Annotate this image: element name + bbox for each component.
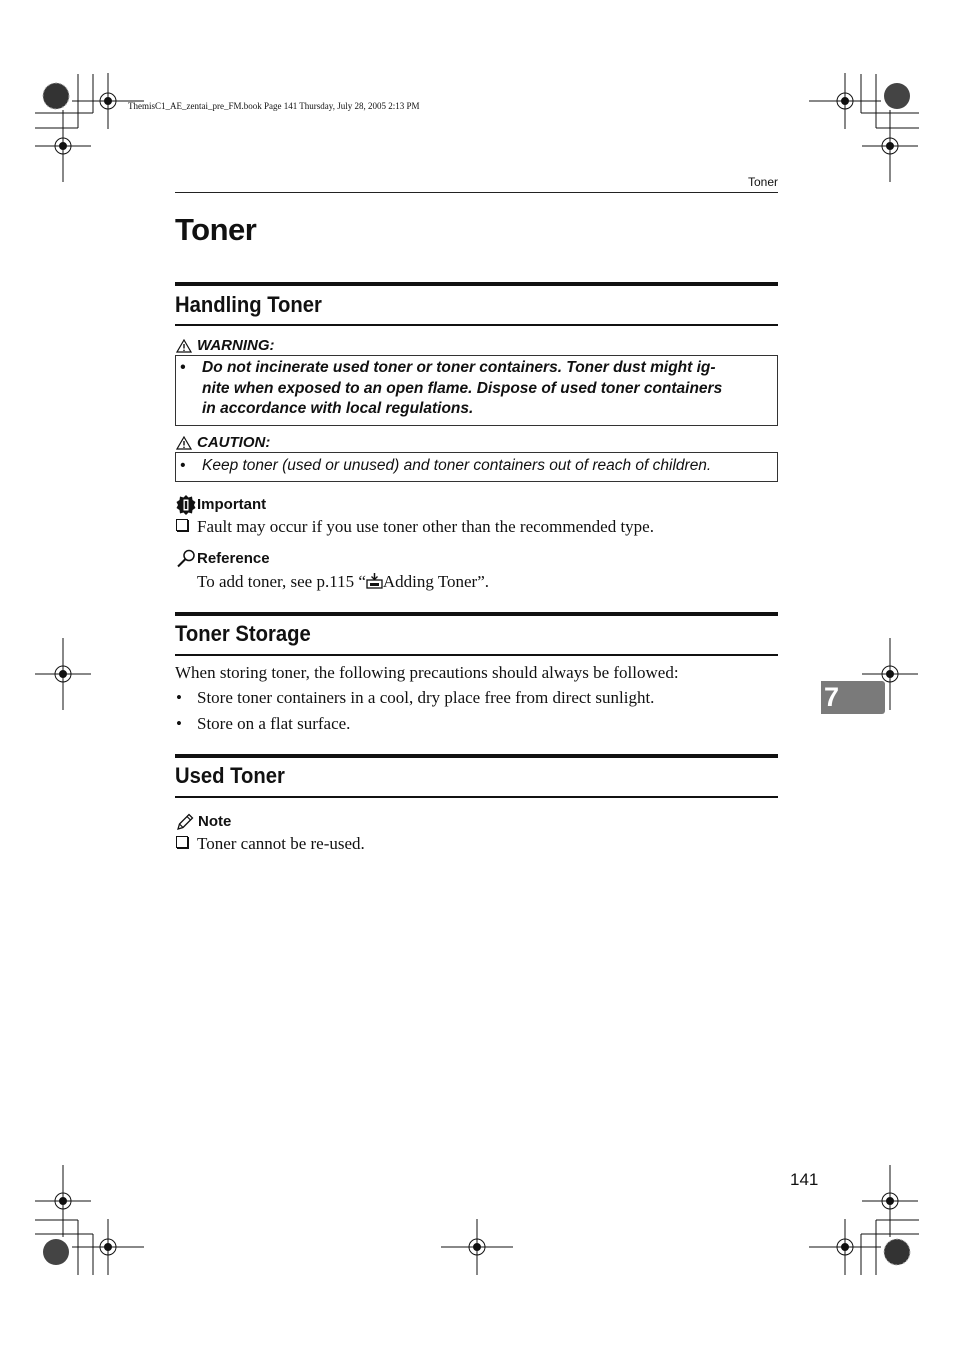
note-label: Note (198, 813, 232, 830)
section-title-handling: Handling Toner (175, 292, 322, 317)
list-item (176, 713, 350, 735)
warning-line: nite when exposed to an open flame. Dispose of used toner containers (202, 379, 723, 397)
warning-box (175, 355, 778, 426)
page-number: 141 (790, 1170, 819, 1189)
reference-heading (176, 549, 270, 569)
important-label: Important (197, 496, 267, 513)
bullet: • (176, 688, 182, 707)
warning-label (176, 337, 275, 355)
warning-line: in accordance with local regulations. (202, 400, 474, 417)
pencil-icon (176, 813, 194, 831)
section-title-used: Used Toner (175, 763, 285, 788)
caution-label-text: CAUTION: (197, 434, 271, 451)
adding-toner-link[interactable]: Adding Toner (382, 572, 478, 591)
warning-item (176, 356, 777, 420)
caution-item (176, 453, 777, 477)
note-text: Toner cannot be re-used. (197, 834, 365, 853)
list-item-text: Store toner containers in a cool, dry place free from direct sunlight. (197, 688, 655, 707)
chapter-number: 7 (824, 682, 840, 712)
warning-label-text: WARNING: (197, 337, 275, 354)
warning-line: Do not incinerate used toner or toner containers. Toner dust might ig- (202, 359, 716, 376)
caution-label (176, 434, 270, 452)
important-item (176, 516, 654, 538)
print-file-info: ThemisC1_AE_zentai_pre_FM.book Page 141 Thursday, July 28, 2005 2:13 PM (128, 101, 420, 111)
warning-triangle-icon (176, 436, 192, 450)
running-header: Toner (747, 175, 778, 189)
section-title-storage: Toner Storage (175, 621, 311, 646)
bullet: • (180, 457, 186, 474)
page-title: Toner (175, 212, 257, 247)
important-heading (176, 495, 266, 515)
warning-triangle-icon (176, 339, 192, 353)
section-rule-bottom (175, 324, 778, 326)
reference-label: Reference (197, 550, 270, 567)
bullet: • (180, 359, 186, 376)
note-heading (176, 812, 231, 832)
chapter-tab (821, 681, 885, 714)
section-rule-bottom (175, 654, 778, 656)
checkbox-bullet-icon (176, 519, 188, 531)
header-rule (175, 192, 778, 193)
list-item-text: Store on a flat surface. (197, 714, 351, 733)
section-rule-top (175, 282, 778, 286)
note-item (176, 833, 365, 855)
section-rule-top (175, 612, 778, 616)
bullet: • (176, 714, 182, 733)
important-badge-icon (176, 495, 196, 515)
magnifier-icon (176, 549, 196, 569)
caution-text: Keep toner (used or unused) and toner containers out of reach of children. (202, 457, 712, 474)
caution-box (175, 452, 778, 482)
list-item (176, 687, 654, 709)
toner-cartridge-icon (366, 573, 383, 589)
section-rule-top (175, 754, 778, 758)
reference-text: To add toner, see p.115 “ Adding Toner”. (197, 572, 490, 591)
section-rule-bottom (175, 796, 778, 798)
checkbox-bullet-icon (176, 836, 188, 848)
storage-intro: When storing toner, the following precautions should always be followed: (175, 663, 679, 682)
important-text: Fault may occur if you use toner other than the recommended type. (197, 517, 654, 536)
